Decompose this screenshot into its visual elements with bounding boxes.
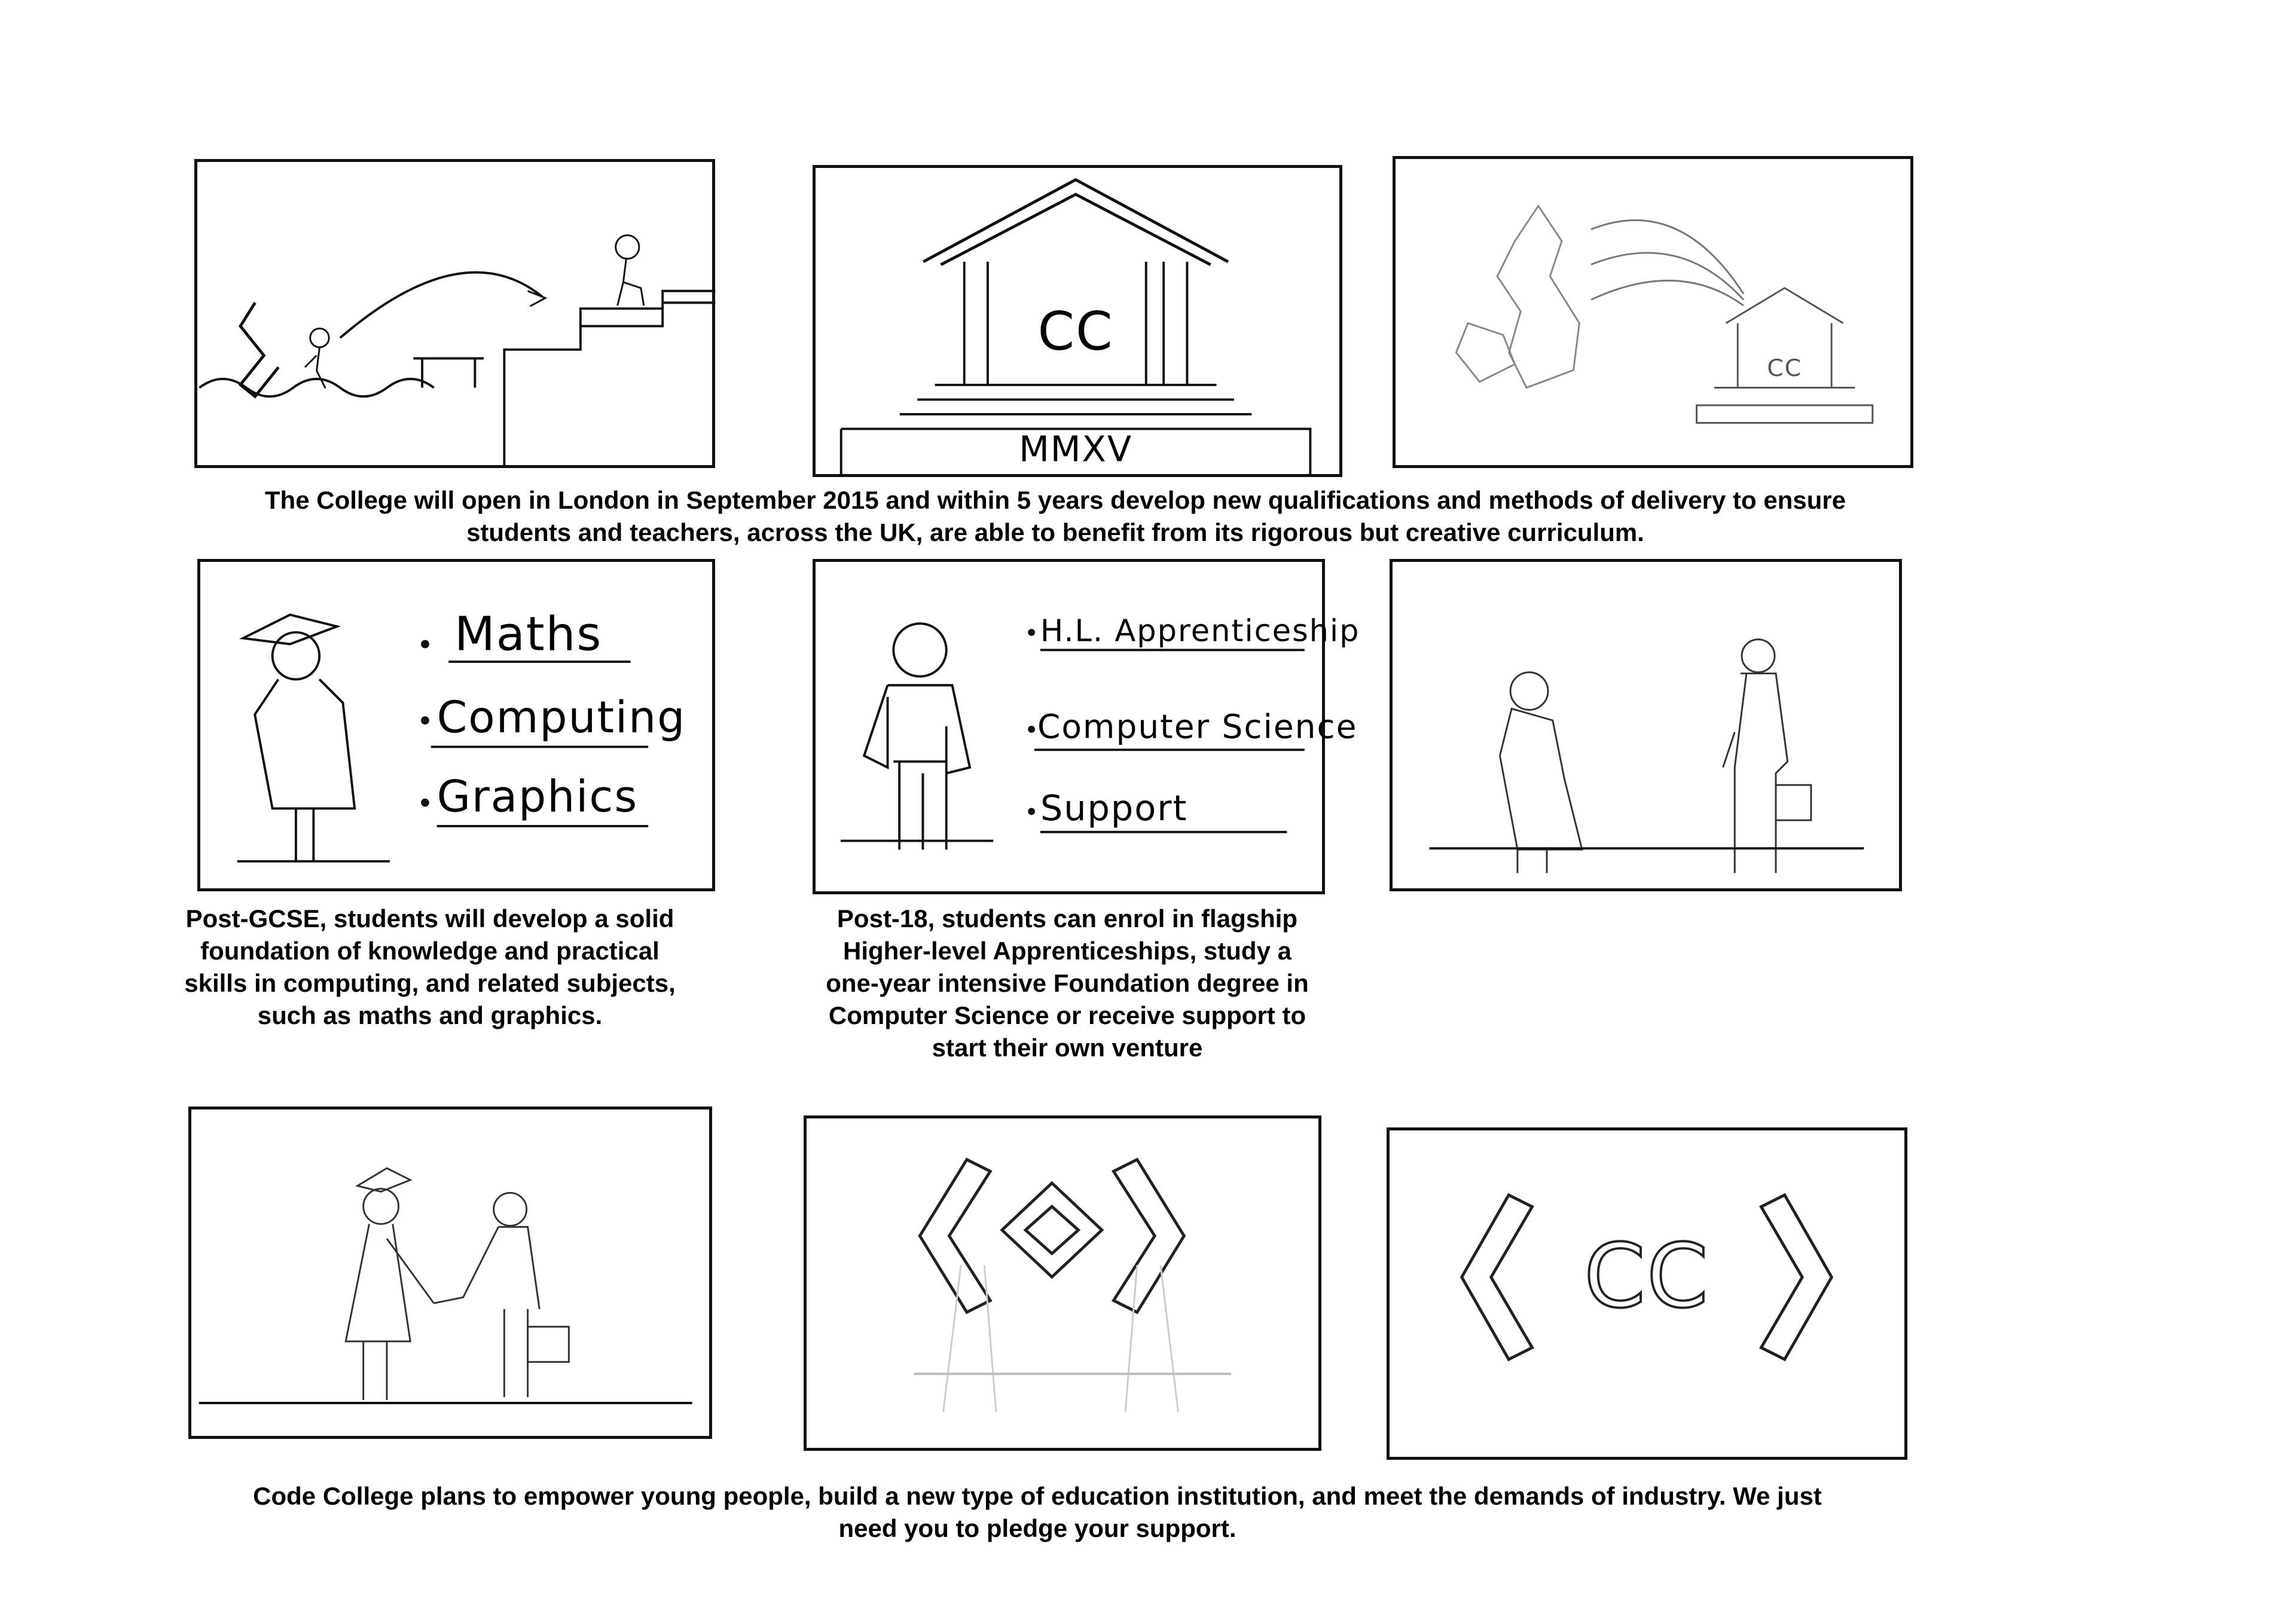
caption-line: start their own venture	[932, 1034, 1203, 1062]
caption-line: skills in computing, and related subjects,	[184, 969, 676, 997]
caption-line: one-year intensive Foundation degree in	[826, 969, 1309, 997]
sketch-graduate-businessman-handshake	[191, 1109, 709, 1436]
caption-line: Computer Science or receive support to	[828, 1001, 1306, 1029]
sketch-figure-jumping-from-water	[197, 162, 712, 465]
sketch-graduate-and-businessman-walking	[1393, 562, 1899, 888]
sketch-code-college-logo-emerging	[807, 1118, 1318, 1448]
panel-graduate-and-professional	[1390, 559, 1902, 891]
caption-line: Post-GCSE, students will develop a solid	[185, 904, 674, 933]
sketch-student-with-options	[816, 562, 1360, 891]
panel-final-logo	[1387, 1127, 1907, 1460]
code-college-logo	[1390, 1130, 1904, 1457]
mmxv-label: MMXV	[1019, 428, 1133, 470]
caption-line: foundation of knowledge and practical	[200, 937, 660, 965]
cc-logo: CC	[1767, 354, 1803, 382]
caption-line: students and teachers, across the UK, are able to benefit from its rigorous but creative curriculum.	[466, 518, 1644, 546]
panel-leap-to-stairs	[194, 159, 715, 468]
option-hl-apprenticeship: H.L. Apprenticeship	[1040, 613, 1360, 649]
cc-logo: CC	[1037, 301, 1114, 363]
caption-line: such as maths and graphics.	[257, 1001, 603, 1029]
caption-line: Post-18, students can enrol in flagship	[836, 904, 1298, 933]
caption-post-gcse	[131, 903, 729, 1032]
sketch-college-temple	[816, 168, 1339, 474]
panel-college-building	[813, 165, 1342, 477]
option-list	[1028, 614, 1360, 832]
caption-college-opening	[120, 484, 1991, 549]
panel-handshake	[188, 1107, 712, 1439]
caption-line: Higher-level Apprenticeships, study a	[843, 937, 1292, 965]
panel-post-18-options	[813, 559, 1360, 894]
caption-post-18	[768, 903, 1366, 1064]
subject-computing: Computing	[436, 692, 686, 743]
option-computer-science: Computer Science	[1037, 707, 1358, 746]
subject-graphics: Graphics	[436, 772, 639, 823]
panel-uk-map	[1393, 156, 1913, 468]
cc-logo-text: CC	[1584, 1224, 1709, 1328]
subject-list	[421, 606, 686, 826]
caption-line: Code College plans to empower young people, build a new type of education institution, and meet the demands of industry. We just	[253, 1482, 1822, 1510]
option-support: Support	[1040, 787, 1188, 829]
subject-maths: Maths	[454, 606, 603, 662]
sketch-graduate-with-subjects	[200, 562, 712, 888]
sketch-uk-map-to-college	[1396, 159, 1910, 465]
caption-final-pledge	[120, 1480, 1955, 1545]
caption-line: The College will open in London in September 2015 and within 5 years develop new qualifications and methods of delivery to ensure	[264, 486, 1846, 514]
panel-post-gcse-subjects	[197, 559, 715, 891]
panel-logo-reveal	[804, 1115, 1321, 1451]
caption-line: need you to pledge your support.	[838, 1514, 1236, 1542]
